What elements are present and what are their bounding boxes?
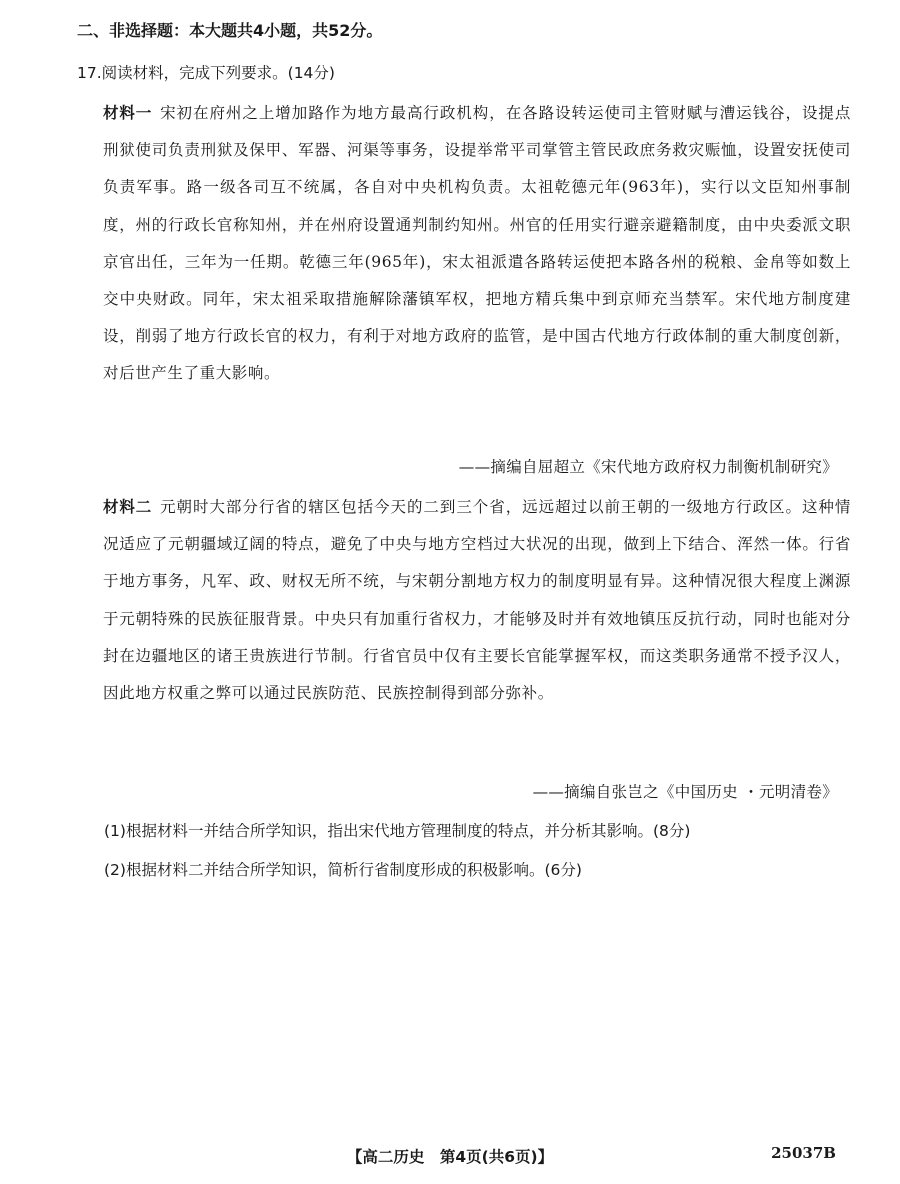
material-one	[103, 95, 851, 393]
page-footer: 【高二历史 第4页(共6页)】	[346, 1148, 554, 1166]
section-title: 二、非选择题：本大题共4小题，共52分。	[77, 21, 383, 40]
material-two-text: 元朝时大部分行省的辖区包括今天的二到三个省，远远超过以前王朝的一级地方行政区。这种情况适应了元朝疆域辽阔的特点，避免了中央与地方空档过大状况的出现，做到上下结合、浑然一体。行省于地方事务，凡军、政、财权无所不统，与宋朝分割地方权力的制度明显有异。这种情况很大程度上渊源于元朝特殊的民族征服背景。中央只有加重行省权力，才能够及时并有效地镇压反抗行动，同时也能对分封在边疆地区的诸王贵族进行节制。行省官员中仅有主要长官能掌握军权，而这类职务通常不授予汉人，因此地方权重之弊可以通过民族防范、民族控制得到部分弥补。	[103, 498, 851, 703]
material-two-label: 材料二	[103, 498, 153, 516]
material-one-text: 宋初在府州之上增加路作为地方最高行政机构，在各路设转运使司主管财赋与漕运钱谷，设提点刑狱使司负责刑狱及保甲、军器、河渠等事务，设提举常平司掌管主管民政庶务救灾赈恤，设置安抚使司负责军事。路一级各司互不统属，各自对中央机构负责。太祖乾德元年(963年)，实行以文臣知州事制度，州的行政长官称知州，并在州府设置通判制约知州。州官的任用实行避亲避籍制度，由中央委派文职京官出任，三年为一任期。乾德三年(965年)，宋太祖派遣各路转运使把本路各州的税粮、金帛等如数上交中央财政。同年，宋太祖采取措施解除藩镇军权，把地方精兵集中到京师充当禁军。宋代地方制度建设，削弱了地方行政长官的权力，有利于对地方政府的监管，是中国古代地方行政体制的重大制度创新，对后世产生了重大影响。	[103, 104, 851, 383]
material-two	[103, 489, 851, 712]
material-two-source: ——摘编自张岂之《中国历史 ・元明清卷》	[532, 783, 838, 801]
sub-question-1: (1)根据材料一并结合所学知识，指出宋代地方管理制度的特点，并分析其影响。(8分)	[104, 822, 691, 840]
material-one-source: ——摘编自屈超立《宋代地方政府权力制衡机制研究》	[458, 458, 838, 476]
paper-code: 25037B	[771, 1144, 836, 1162]
question-stem: 17.阅读材料，完成下列要求。(14分)	[77, 64, 335, 82]
material-one-label: 材料一	[103, 104, 153, 122]
sub-question-2: (2)根据材料二并结合所学知识，简析行省制度形成的积极影响。(6分)	[104, 861, 582, 879]
